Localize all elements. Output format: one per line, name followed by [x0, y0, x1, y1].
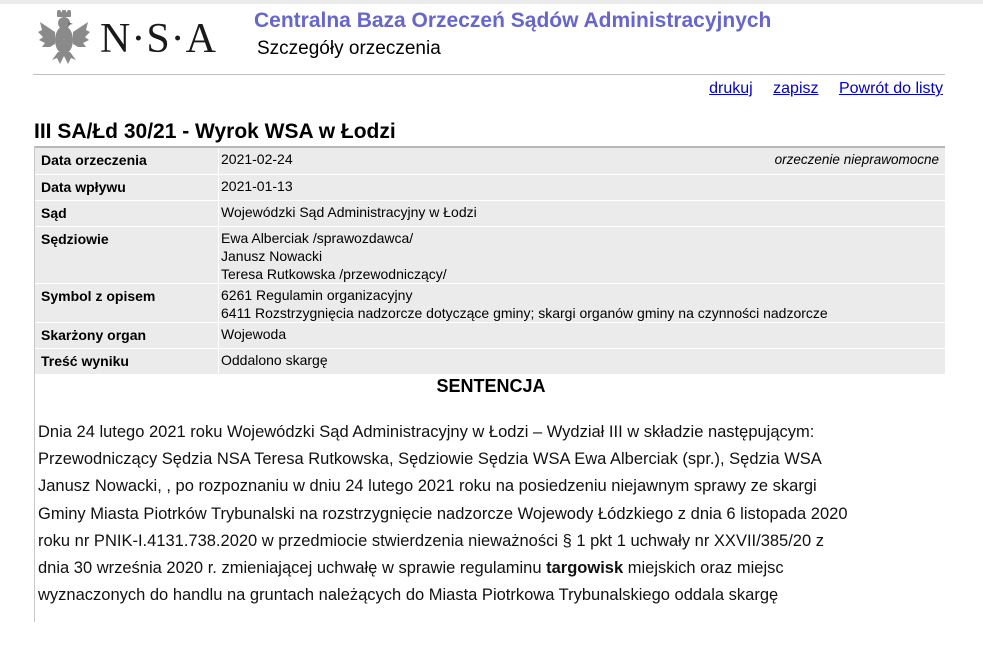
logo-text: N·S·A: [100, 16, 217, 62]
header-divider: [33, 74, 945, 75]
top-border: [0, 0, 983, 4]
result-value: Oddalono skargę: [221, 352, 328, 368]
result-value-cell: [219, 349, 945, 374]
judges-label: Sędziowie: [35, 227, 219, 283]
sentencja-text: dnia 30 września 2020 r. zmieniającej uchwałę w sprawie regulaminu: [38, 559, 542, 578]
date-value: 2021-02-24: [221, 151, 293, 167]
eagle-emblem-icon: [38, 10, 90, 66]
status-text: orzeczenie nieprawomocne: [774, 152, 939, 167]
result-label: Treść wyniku: [35, 349, 219, 374]
symbol-item: 6411 Rozstrzygnięcia nadzorcze dotyczące gminy; skargi organów gminy na czynności nadzorcze: [221, 305, 828, 321]
row-result: [35, 349, 945, 375]
judge-item: Teresa Rutkowska /przewodniczący/: [221, 266, 447, 282]
judge-item: Ewa Alberciak /sprawozdawca/: [221, 230, 414, 246]
symbol-item: 6261 Regulamin organizacyjny: [221, 287, 413, 303]
symbol-value-cell: [219, 284, 945, 322]
sentencja-line: Dnia 24 lutego 2021 roku Wojewódzki Sąd Administracyjny w Łodzi – Wydział III w składzie następującym:: [38, 423, 815, 441]
judge-item: Janusz Nowacki: [221, 248, 323, 264]
search-highlight: targowisk: [546, 559, 624, 578]
court-value: Wojewódzki Sąd Administracyjny w Łodzi: [221, 204, 477, 220]
date-value-cell: [219, 148, 945, 174]
row-court: [35, 201, 945, 227]
organ-value-cell: [219, 323, 945, 348]
row-organ: [35, 323, 945, 349]
sentencja-line: Janusz Nowacki, , po rozpoznaniu w dniu 24 lutego 2021 roku na posiedzeniu niejawnym sprawy ze skargi: [38, 477, 817, 496]
nsa-logo: [38, 10, 238, 66]
sentencja-body: [38, 419, 943, 609]
received-value-cell: [219, 175, 945, 200]
court-value-cell: [219, 201, 945, 226]
sentencja-text: miejskich oraz miejsc: [627, 559, 784, 578]
case-title: III SA/Łd 30/21 - Wyrok WSA w Łodzi: [34, 120, 396, 143]
received-value: 2021-01-13: [221, 178, 293, 194]
print-link[interactable]: drukuj: [709, 80, 753, 97]
date-label: Data orzeczenia: [35, 148, 219, 174]
sentencja-line: wyznaczonych do handlu na gruntach należących do Miasta Piotrkowa Trybunalskiego oddala skargę: [38, 586, 779, 605]
row-date: [35, 148, 945, 175]
page-subtitle: Szczegóły orzeczenia: [257, 38, 441, 59]
sentencja-line: [38, 555, 943, 582]
sentencja-line: Gminy Miasta Piotrków Trybunalski na rozstrzygnięcie nadzorcze Wojewody Łódzkiego z dnia 6 listopada 2020: [38, 504, 848, 523]
received-label: Data wpływu: [35, 175, 219, 200]
symbol-label: Symbol z opisem: [35, 284, 219, 322]
judges-value-cell: [219, 227, 945, 283]
action-links: [693, 80, 943, 98]
row-symbol: [35, 284, 945, 323]
row-judges: [35, 227, 945, 284]
row-received: [35, 175, 945, 201]
organ-label: Skarżony organ: [35, 323, 219, 348]
details-table: [35, 146, 945, 375]
organ-value: Wojewoda: [221, 326, 287, 342]
sentencja-heading: SENTENCJA: [436, 376, 546, 396]
sentencja-line: Przewodniczący Sędzia NSA Teresa Rutkowska, Sędziowie Sędzia WSA Ewa Alberciak (spr.), Sędzia WSA: [38, 450, 822, 469]
app-title: Centralna Baza Orzeczeń Sądów Administracyjnych: [254, 9, 772, 32]
back-to-list-link[interactable]: Powrót do listy: [838, 80, 943, 97]
sentencja-line: roku nr PNIK-I.4131.738.2020 w przedmiocie stwierdzenia nieważności § 1 pkt 1 uchwały nr XXVII/385/20 z: [38, 531, 824, 550]
court-label: Sąd: [35, 201, 219, 226]
save-link[interactable]: zapisz: [773, 80, 819, 97]
